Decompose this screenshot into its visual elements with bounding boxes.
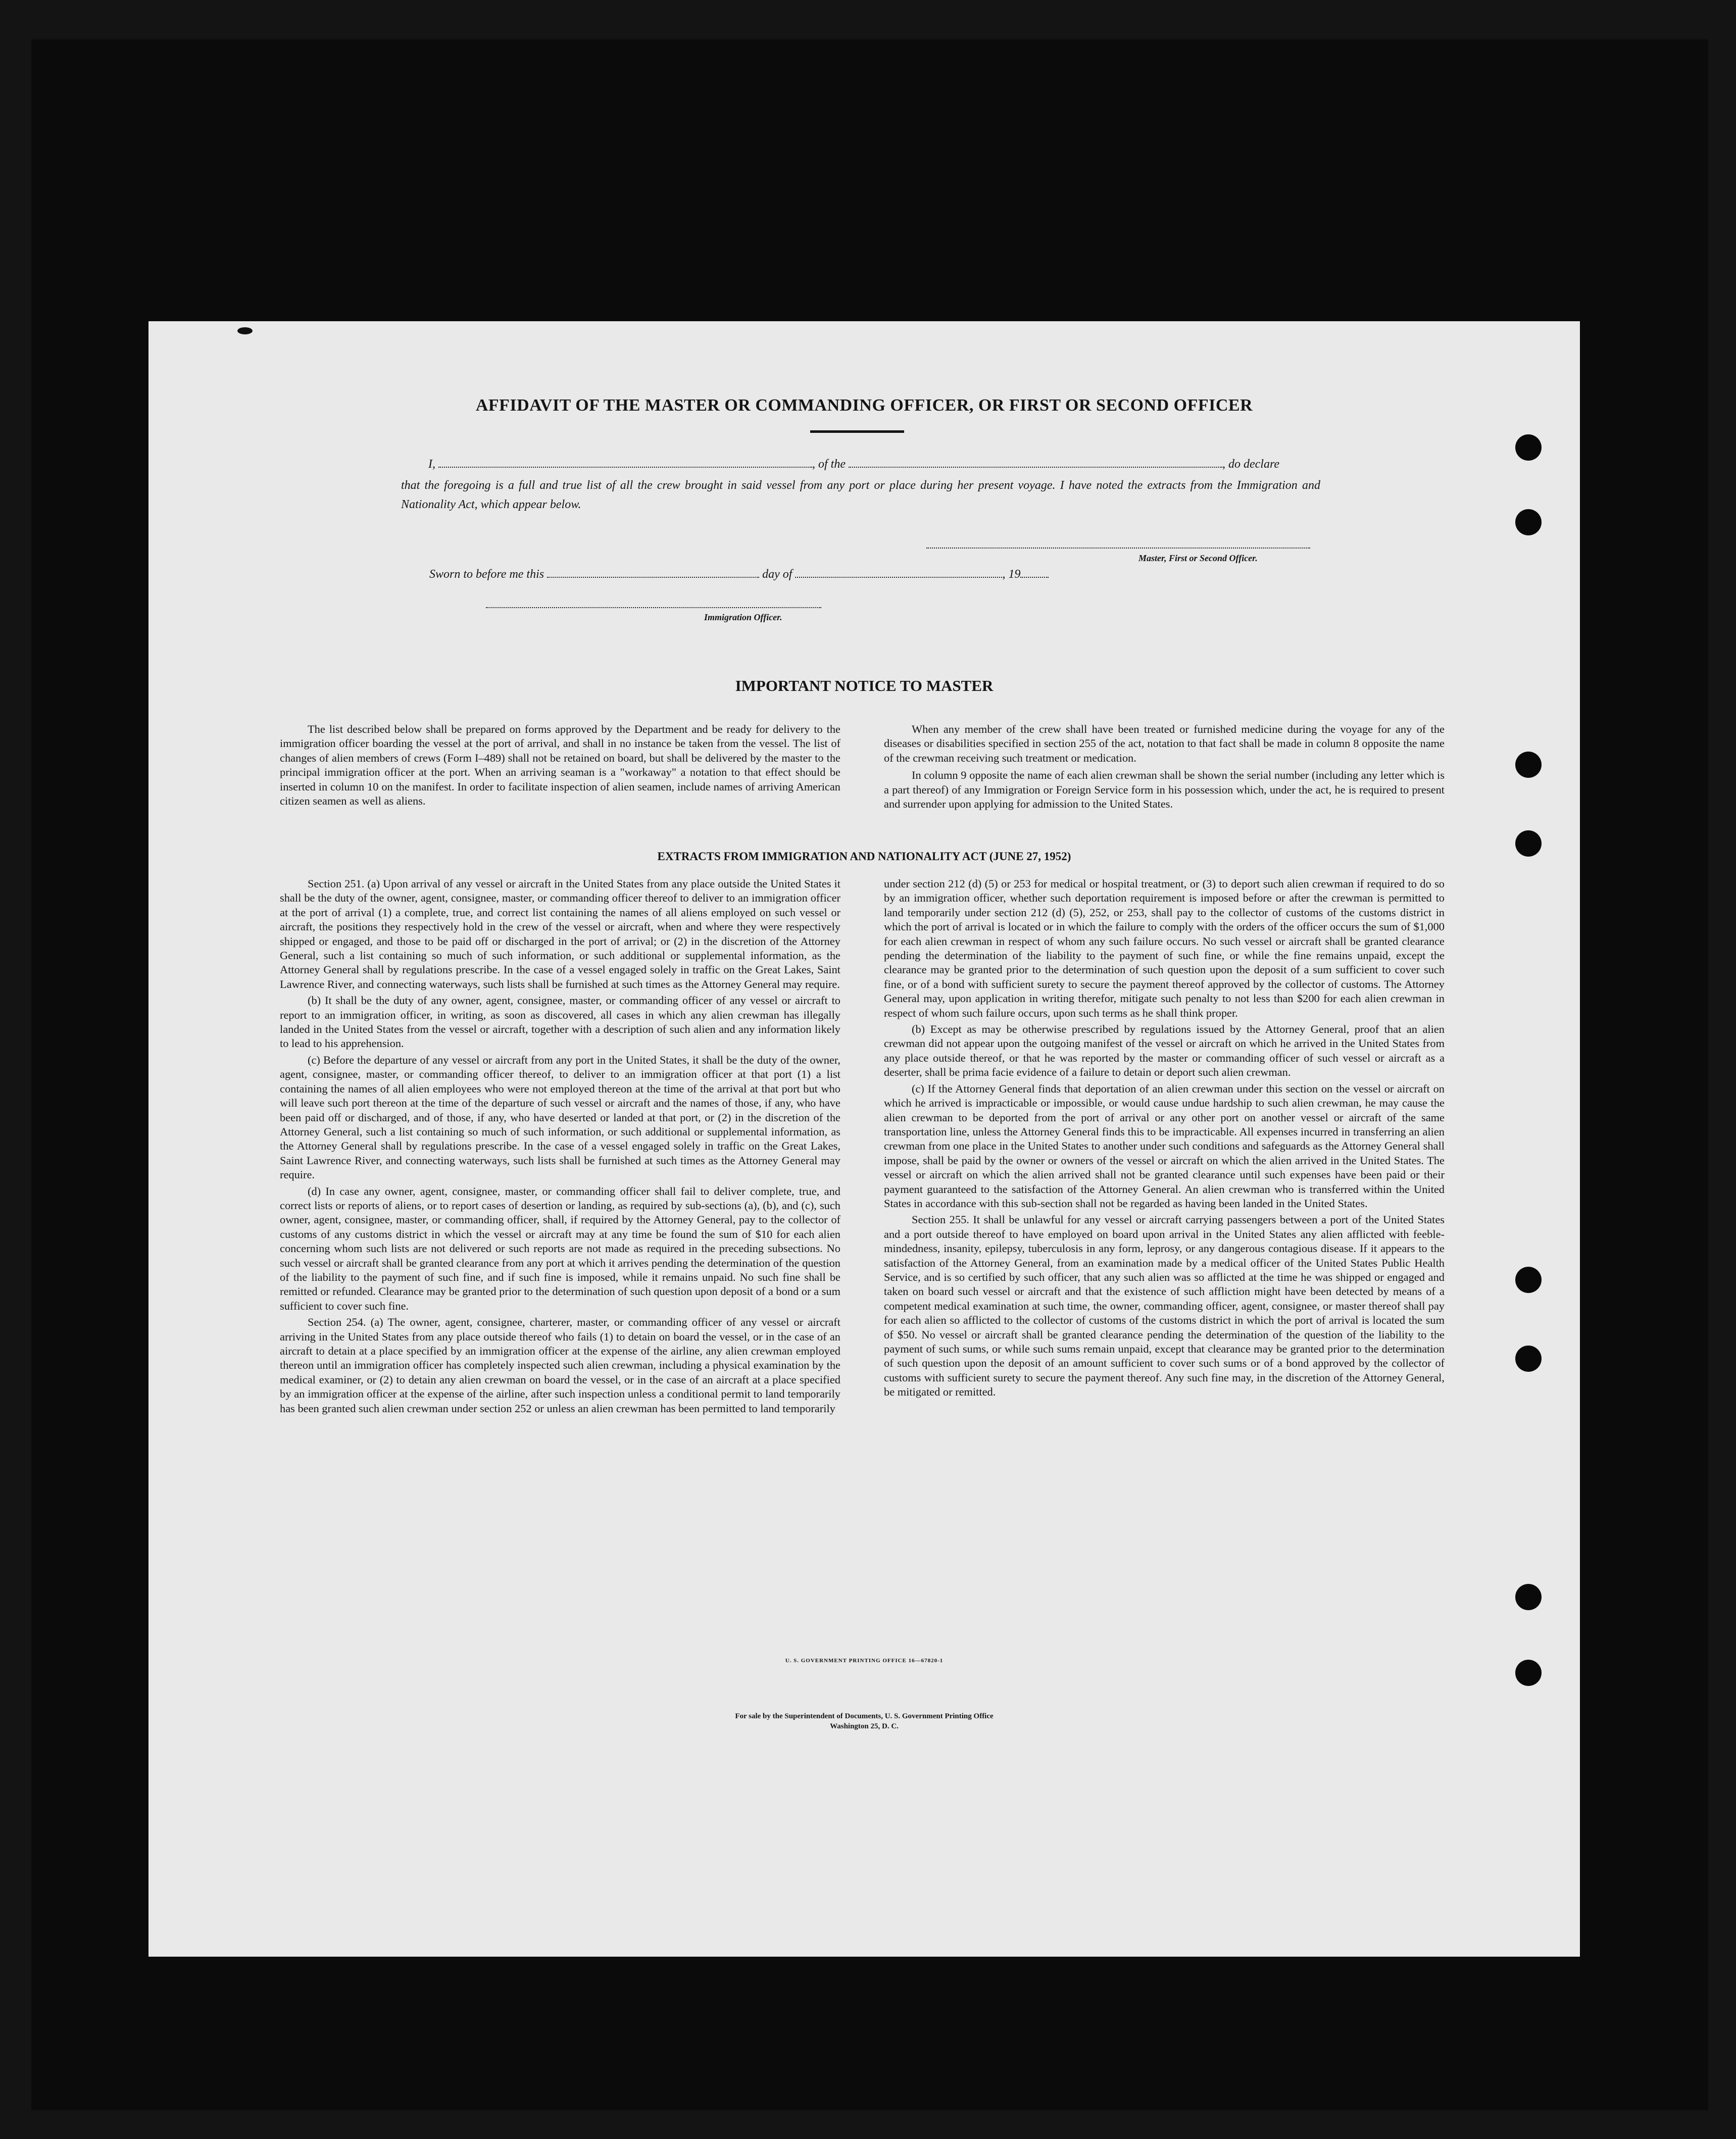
vessel-field[interactable] bbox=[849, 466, 1222, 468]
punch-hole bbox=[1515, 1584, 1542, 1610]
punch-hole bbox=[1515, 509, 1542, 535]
extract-paragraph: (c) Before the departure of any vessel or aircraft from any port in the United States, it shall be the duty of the owner, agent, consignee, master, or commanding officer thereof, to deliver to an immigration officer at that port (1) a list containing the names of all alien employees who were not employed thereon at the time of the arrival at that port but who will leave such port thereon at the time of the departure of such vessel or aircraft and the names of those, if any, who have been paid off or discharged, and of those, if any, who have deserted or landed at that port, or (2) in the discretion of the Attorney General, such a list containing so much of such information, or such additional or supplemental information, as the Attorney General shall by regulations prescribe. In the case of a vessel engaged solely in traffic on the Great Lakes, Saint Lawrence River, and connecting waterways, such lists shall be furnished at such times as the Attorney General may require. bbox=[280, 1053, 840, 1181]
ink-smudge bbox=[237, 327, 253, 334]
sworn-line bbox=[429, 568, 1049, 581]
sworn-month-field[interactable] bbox=[795, 576, 1002, 578]
notice-left-column bbox=[280, 722, 840, 808]
notice-paragraph: In column 9 opposite the name of each alien crewman shall be shown the serial number (including any letter which is a part thereof) of any Immigration or Foreign Service form in his possession which, under the act, he is required to present and surrender upon applying for admission to the United States. bbox=[884, 769, 1445, 811]
sworn-label: Sworn to before me this bbox=[429, 568, 544, 581]
notice-paragraph: The list described below shall be prepared on forms approved by the Department and be ready for delivery to the immigration officer boarding the vessel at the port of arrival, and shall in no instance be taken from the vessel. The list of changes of alien members of crews (Form I–489) shall not be retained on board, but shall be delivered by the master to the principal immigration officer at the port. When an arriving seaman is a "workaway" a notation to that effect should be inserted in column 10 on the manifest. In order to facilitate inspection of alien seamen, include names of arriving American citizen seamen as well as aliens. bbox=[280, 723, 840, 808]
affidavit-title: AFFIDAVIT OF THE MASTER OR COMMANDING OFFICER, OR FIRST OR SECOND OFFICER bbox=[475, 396, 1253, 415]
extract-paragraph: Section 251. (a) Upon arrival of any vessel or aircraft in the United States from any place outside the United States it shall be the duty of the owner, agent, consignee, master, or commanding officer thereof to deliver to an immigration officer at the port of arrival (1) a complete, true, and correct list containing the names of all aliens employed on such vessel or aircraft, the positions they respectively hold in the crew of the vessel or aircraft, when and where they were respectively shipped or engaged, and those to be paid off or discharged in the port of arrival; or (2) in the discretion of the Attorney General, such a list containing so much of such information, or such additional or supplemental information, as the Attorney General shall by regulations prescribe. In the case of a vessel engaged solely in traffic on the Great Lakes, Saint Lawrence River, and connecting waterways, such lists shall be furnished at such times as the Attorney General may require. bbox=[280, 877, 840, 990]
sworn-year-field[interactable] bbox=[1020, 576, 1049, 578]
punch-hole bbox=[1515, 1346, 1542, 1372]
punch-hole bbox=[1515, 1267, 1542, 1293]
declaration-text: that the foregoing is a full and true list of all the crew brought in said vessel from any port or place during her present voyage. I have noted the extracts from the Immigration and Nationality Act, which appear below. bbox=[401, 479, 1320, 511]
extracts-left-column bbox=[280, 877, 840, 1416]
year-label: , 19 bbox=[1002, 568, 1021, 581]
extracts-right-column bbox=[884, 877, 1445, 1400]
name-field[interactable] bbox=[438, 466, 812, 468]
extract-paragraph: (b) It shall be the duty of any owner, agent, consignee, master, or commanding officer of any vessel or aircraft to report to an immigration officer, in writing, as soon as discovered, all cases in which any alien crewman has illegally landed in the United States from the vessel or aircraft, together with a description of such alien and any information likely to lead to his apprehension. bbox=[280, 994, 840, 1050]
extracts-title: EXTRACTS FROM IMMIGRATION AND NATIONALITY ACT (JUNE 27, 1952) bbox=[657, 850, 1071, 863]
sale-notice-line: Washington 25, D. C. bbox=[830, 1722, 899, 1730]
punch-hole bbox=[1515, 434, 1542, 461]
extract-paragraph: under section 212 (d) (5) or 253 for medical or hospital treatment, or (3) to deport such alien crewman if required to do so by an immigration officer, whether such deportation requirement is imposed before or after the crewman is permitted to land temporarily under section 212 (d) (5), 252, or 253, shall pay to the collector of customs of the customs district in which the port of arrival is located or in which the failure to comply with the orders of the officer occurs the sum of $1,000 for each alien crewman in respect of whom any such failure occurs. No such vessel or aircraft shall be granted clearance pending the determination of the liability to the payment of such fine, or while the fine remains unpaid, except the clearance may be granted prior to the determination of such question upon the deposit of a sum sufficient to cover such fine, or of a bond with sufficient surety to secure the payment thereof approved by the collector of customs. The Attorney General may, upon application in writing therefor, mitigate such penalty to not less than $200 for each alien crewman in respect of whom such failure occurs, upon such terms as he shall think proper. bbox=[884, 877, 1445, 1019]
gpo-imprint: U. S. GOVERNMENT PRINTING OFFICE 16—67820-1 bbox=[785, 1658, 944, 1664]
extract-paragraph: Section 255. It shall be unlawful for any vessel or aircraft carrying passengers between a port of the United States and a port outside thereof to have employed on board upon arrival in the United States any alien afflicted with feeble-mindedness, insanity, epilepsy, tuberculosis in any form, leprosy, or any dangerous contagious disease. If it appears to the satisfaction of the Attorney General, from an examination made by a medical officer of the United States Public Health Service, and is so certified by such officer, that any such alien was so afflicted at the time he was shipped or engaged and taken on board such vessel or aircraft and that the existence of such affliction might have been detected by means of a competent medical examination at such time, the owner, commanding officer, agent, consignee, or master thereof shall pay for each alien so afflicted to the collector of customs of the customs district in which the port of arrival is located the sum of $50. No vessel or aircraft shall be granted clearance pending the determination of the question of the liability to the payment of such sums, or while such sums remain unpaid, except that clearance may be granted prior to the determination of such question upon the deposit of an amount sufficient to cover such sums or of a bond approved by the collector of customs with sufficient surety to secure the payment thereof. Any such fine may, in the discretion of the Attorney General, be mitigated or remitted. bbox=[884, 1213, 1445, 1399]
notice-paragraph: When any member of the crew shall have been treated or furnished medicine during the voyage for any of the diseases or disabilities specified in section 255 of the act, notation to that fact shall be made in column 8 opposite the name of the crewman receiving such treatment or medication. bbox=[884, 723, 1445, 764]
extract-paragraph: (d) In case any owner, agent, consignee, master, or commanding officer shall fail to deliver complete, true, and correct lists or reports of aliens, or to report cases of desertion or landing, as required by sub-sections (a), (b), and (c), such owner, agent, consignee, master, or commanding officer, shall, if required by the Attorney General, pay to the collector of customs of any customs district in which the vessel or aircraft may at any time be found the sum of $10 for each alien concerning whom such lists are not delivered or such reports are not made as required in the preceding subsections. No such vessel or aircraft shall be granted clearance from any port at which it arrives pending the determination of the question of the liability to the payment of such fine, and if such fine is imposed, while it remains unpaid. No such fine shall be remitted or refunded. Clearance may be granted prior to the determination of such question upon deposit of a bond or a sum sufficient to cover such fine. bbox=[280, 1184, 840, 1312]
title-rule bbox=[810, 430, 904, 433]
day-of-label: day of bbox=[762, 568, 792, 581]
extract-paragraph: (b) Except as may be otherwise prescribed by regulations issued by the Attorney General, proof that an alien crewman did not appear upon the outgoing manifest of the vessel or aircraft on which he arrived in the United States from any place outside thereof, or that he was reported by the master or commanding officer of such vessel or aircraft as a deserter, shall be prima facie evidence of a failure to detain or deport such alien crewman. bbox=[884, 1023, 1445, 1079]
notice-right-column bbox=[884, 722, 1445, 811]
sale-notice bbox=[148, 1711, 1580, 1731]
extract-paragraph: Section 254. (a) The owner, agent, consignee, charterer, master, or commanding officer of any vessel or aircraft arriving in the United States from any place outside thereof who fails (1) to detain on board the vessel, or in the case of an aircraft to detain at a place specified by an immigration officer at the expense of the airline, any alien crewman employed thereon until an immigration officer has completely inspected such alien crewman, including a physical examination by the medical examiner, or (2) to detain any alien crewman on board the vessel, or in the case of an aircraft at a place specified by an immigration officer at the expense of the airline, after such inspection unless a conditional permit to land temporarily has been granted such alien crewman under section 252 or unless an alien crewman has been permitted to land temporarily bbox=[280, 1316, 840, 1415]
sale-notice-line: For sale by the Superintendent of Documents, U. S. Government Printing Office bbox=[735, 1712, 994, 1720]
extract-paragraph: (c) If the Attorney General finds that deportation of an alien crewman under this section on the vessel or aircraft on which he arrived is impracticable or impossible, or would cause undue hardship to such alien crewman, he may cause the alien crewman to be deported from the port of arrival or any other port on another vessel or aircraft of the same transportation line, unless the Attorney General finds this to be impracticable. All expenses incurred in transferring an alien crewman from one place in the United States to another under such conditions and safeguards as the Attorney General shall impose, shall be paid by the owner or owners of the vessel or aircraft on which the alien arrived in the United States. The vessel or aircraft on which the alien arrived shall not be granted clearance until such expenses have been paid or their payment guaranteed to the satisfaction of the Attorney General. An alien crewman who is transferred within the United States in accordance with this sub-section shall not be regarded as having been landed in the United States. bbox=[884, 1082, 1445, 1210]
punch-hole bbox=[1515, 752, 1542, 778]
master-signature-line[interactable] bbox=[926, 548, 1310, 549]
do-declare-label: , do declare bbox=[1222, 458, 1280, 471]
document-page bbox=[148, 321, 1580, 1957]
sworn-day-field[interactable] bbox=[547, 576, 759, 578]
immigration-officer-signature-line[interactable] bbox=[486, 607, 821, 608]
declaration-line bbox=[428, 458, 1279, 471]
master-caption: Master, First or Second Officer. bbox=[1138, 553, 1258, 563]
notice-title: IMPORTANT NOTICE TO MASTER bbox=[735, 677, 994, 694]
immigration-officer-caption: Immigration Officer. bbox=[704, 612, 782, 622]
of-the-label: , of the bbox=[812, 458, 846, 471]
i-label: I, bbox=[428, 458, 435, 471]
